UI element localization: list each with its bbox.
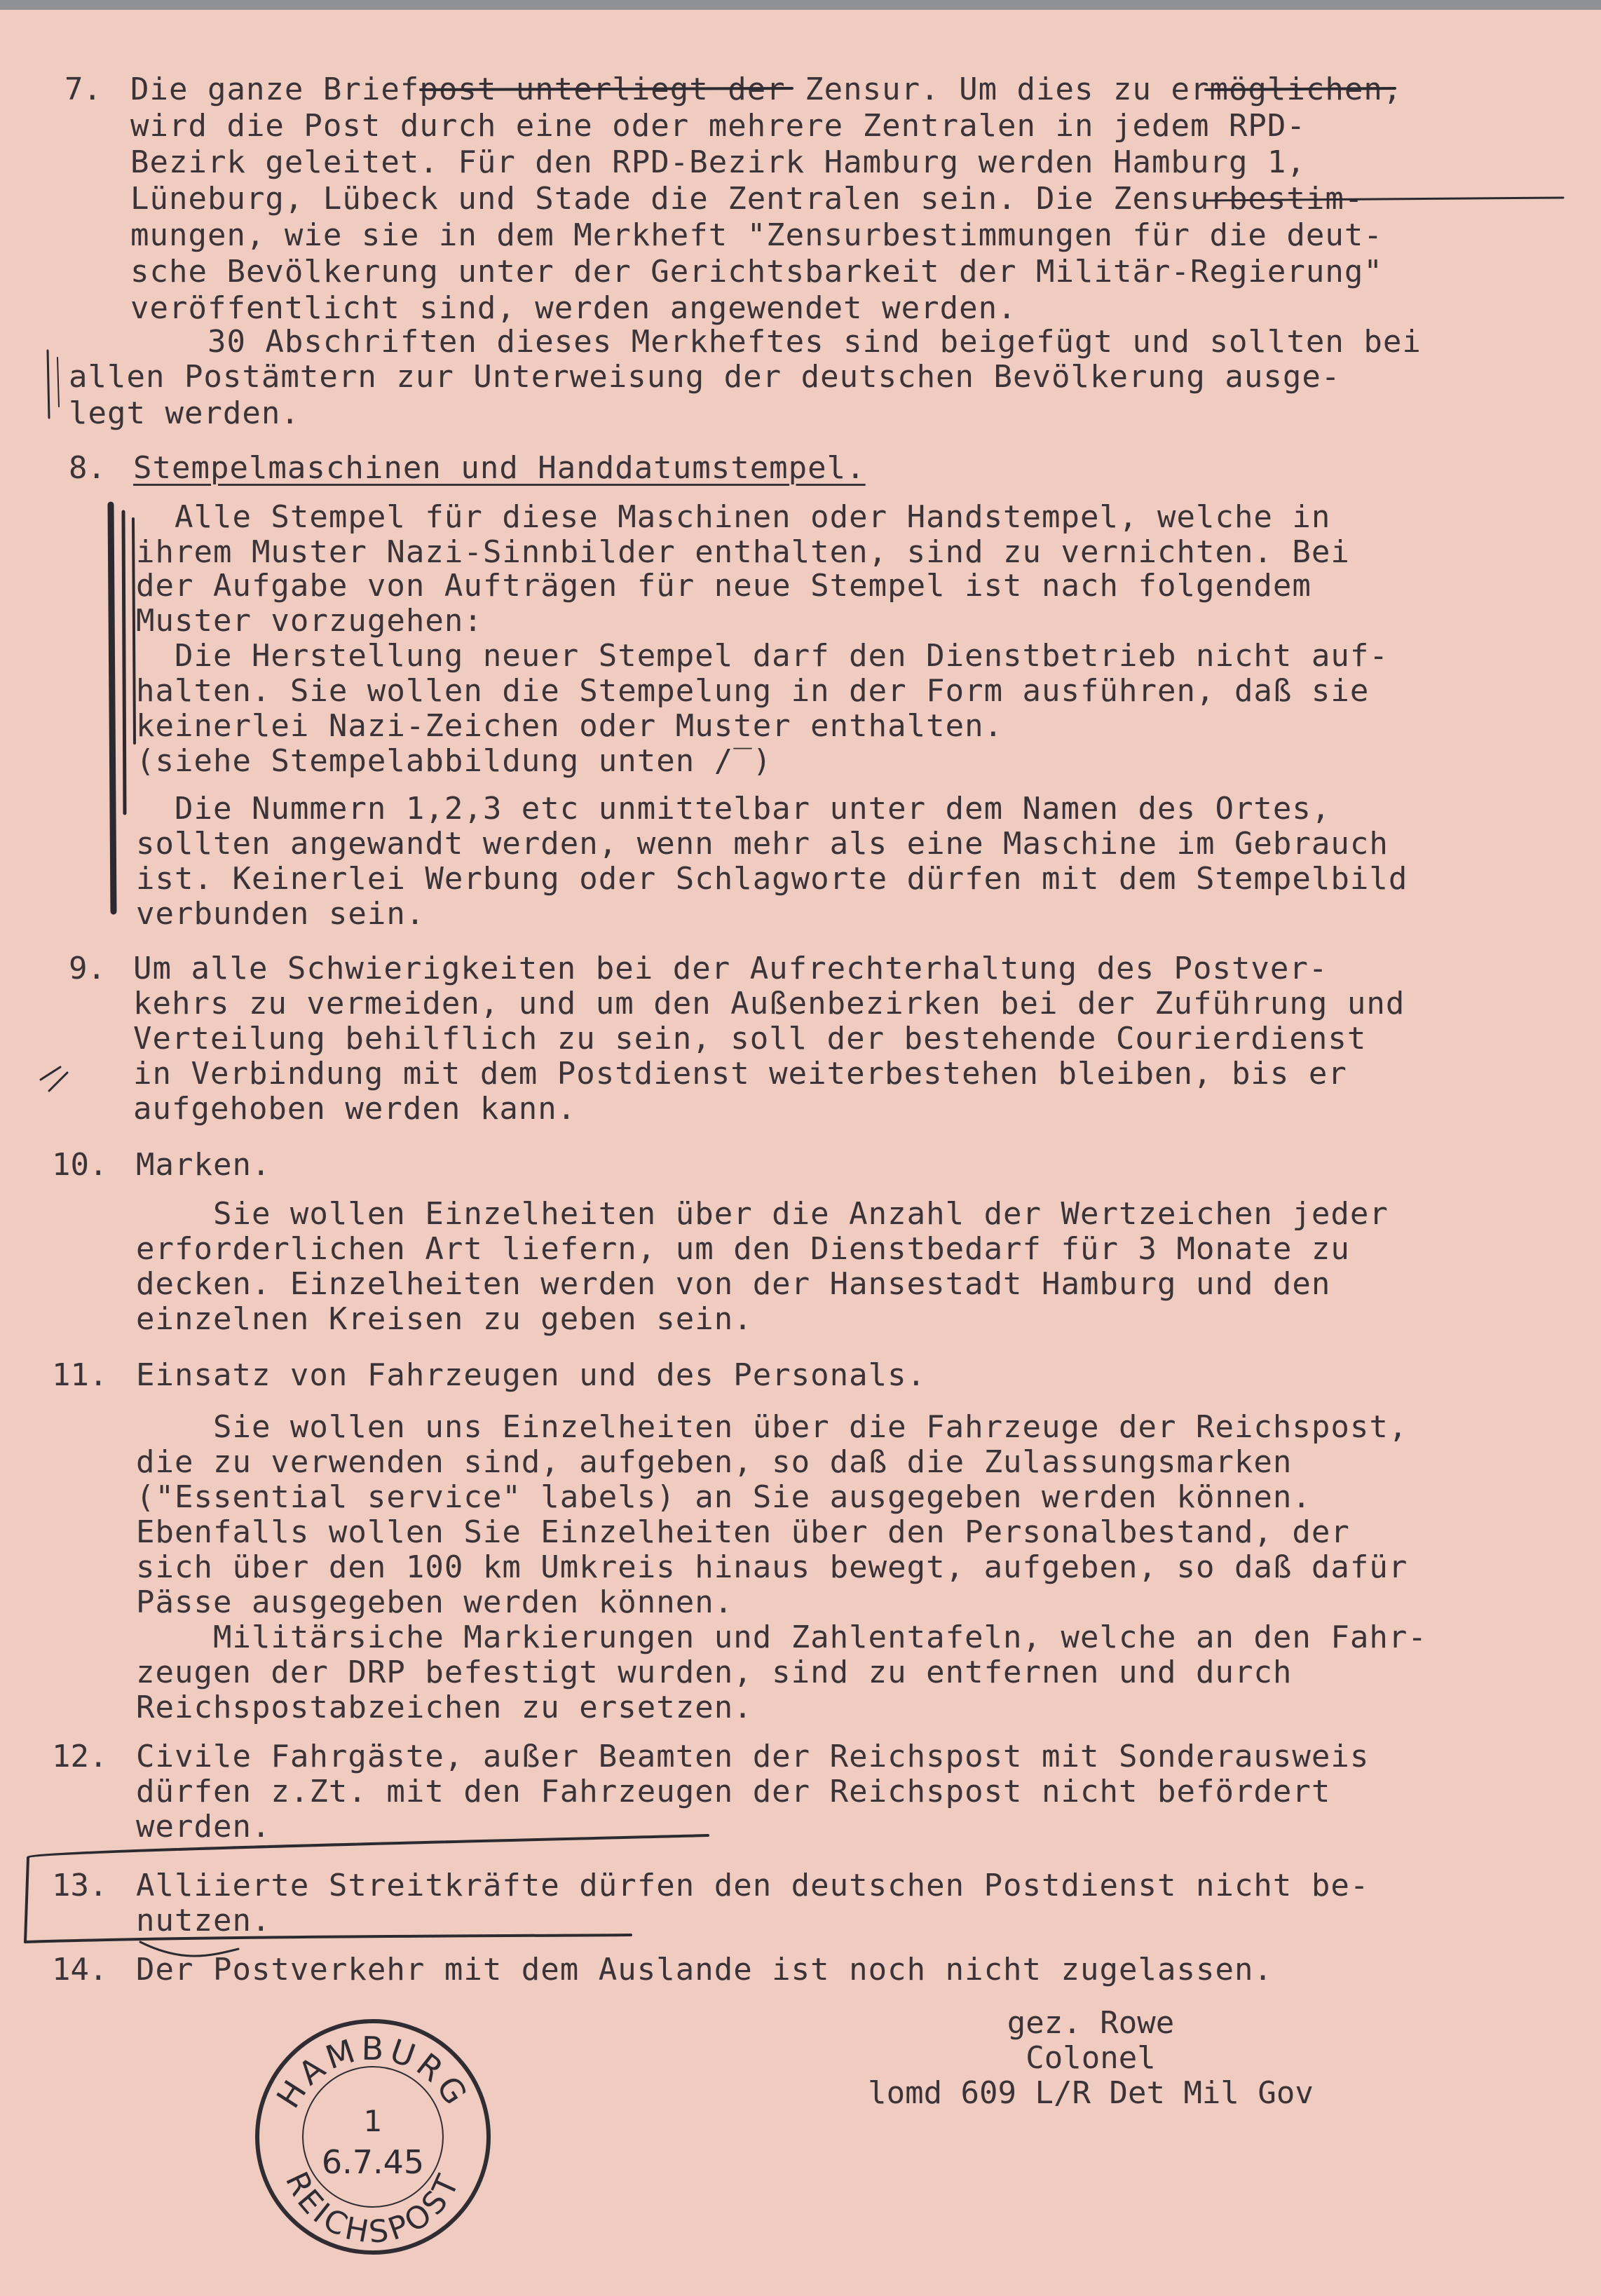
- section-7-line-8: 30 Abschriften dieses Merkheftes sind beigefügt und sollten bei: [130, 324, 1422, 360]
- section-11-line-9: Reichspostabzeichen zu ersetzen.: [136, 1690, 753, 1725]
- section-8-line-7: keinerlei Nazi-Zeichen oder Muster enthalten.: [136, 708, 1004, 744]
- section-10-heading: Marken.: [136, 1147, 271, 1183]
- section-8-line-3: der Aufgabe von Aufträgen für neue Stempel ist nach folgendem: [136, 568, 1312, 604]
- section-11-line-2: die zu verwenden sind, aufgeben, so daß die Zulassungsmarken: [136, 1444, 1293, 1480]
- section-7-line-4: Lüneburg, Lübeck und Stade die Zentralen sein. Die Zensurbestim-: [130, 181, 1364, 217]
- stamp-top-text: HAMBURG: [268, 2029, 477, 2115]
- section-13-line-1: Alliierte Streitkräfte dürfen den deutschen Postdienst nicht be-: [136, 1868, 1370, 1903]
- section-8-line-9: Die Nummern 1,2,3 etc unmittelbar unter dem Namen des Ortes,: [136, 791, 1331, 827]
- section-11-line-6: Pässe ausgegeben werden können.: [136, 1584, 734, 1620]
- section-8-line-11: ist. Keinerlei Werbung oder Schlagworte dürfen mit dem Stempelbild: [136, 861, 1408, 897]
- section-9-line-5: aufgehoben werden kann.: [133, 1091, 577, 1127]
- section-10-line-2: erforderlichen Art liefern, um den Dienstbedarf für 3 Monate zu: [136, 1231, 1350, 1267]
- section-11-line-1: Sie wollen uns Einzelheiten über die Fahrzeuge der Reichspost,: [136, 1409, 1408, 1445]
- section-11-line-8: zeugen der DRP befestigt wurden, sind zu entfernen und durch: [136, 1655, 1293, 1690]
- section-7-line-6: sche Bevölkerung unter der Gerichtsbarkeit der Militär-Regierung": [130, 254, 1383, 290]
- section-8-line-1: Alle Stempel für diese Maschinen oder Handstempel, welche in: [136, 499, 1331, 535]
- section-8-line-8: (siehe Stempelabbildung unten /‾): [136, 743, 772, 779]
- section-7-line-3: Bezirk geleitet. Für den RPD-Bezirk Hamburg werden Hamburg 1,: [130, 144, 1306, 180]
- scan-top-edge: [0, 0, 1601, 10]
- section-13-line-2: nutzen.: [136, 1903, 271, 1938]
- section-12-line-2: dürfen z.Zt. mit den Fahrzeugen der Reichspost nicht befördert: [136, 1774, 1331, 1809]
- section-9-line-3: Verteilung behilflich zu sein, soll der bestehende Courierdienst: [133, 1021, 1367, 1057]
- section-12-line-1: Civile Fahrgäste, außer Beamten der Reichspost mit Sonderausweis: [136, 1739, 1370, 1774]
- section-11-heading: Einsatz von Fahrzeugen und des Personals.: [136, 1357, 927, 1393]
- section-8-heading: Stempelmaschinen und Handdatumstempel.: [133, 450, 866, 486]
- signature-rank: Colonel: [1026, 2040, 1156, 2076]
- section-7-line-5: mungen, wie sie in dem Merkheft "Zensurbestimmungen für die deut-: [130, 217, 1383, 253]
- section-11-line-4: Ebenfalls wollen Sie Einzelheiten über den Personalbestand, der: [136, 1514, 1350, 1550]
- section-7-number: 7.: [64, 72, 102, 107]
- section-11-line-5: sich über den 100 km Umkreis hinaus bewegt, aufgeben, so daß dafür: [136, 1549, 1408, 1585]
- section-11-line-7: Militärsiche Markierungen und Zahlentafeln, welche an den Fahr-: [136, 1619, 1427, 1655]
- section-11-line-3: ("Essential service" labels) an Sie ausgegeben werden können.: [136, 1479, 1312, 1515]
- section-8-line-5: Die Herstellung neuer Stempel darf den Dienstbetrieb nicht auf-: [136, 638, 1389, 674]
- section-8-line-12: verbunden sein.: [136, 896, 425, 932]
- signature-unit: lomd 609 L/R Det Mil Gov: [868, 2075, 1314, 2111]
- section-10-number: 10.: [52, 1147, 108, 1183]
- section-7-line-7: veröffentlicht sind, werden angewendet werden.: [130, 290, 1017, 326]
- section-8-line-6: halten. Sie wollen die Stempelung in der Form ausführen, daß sie: [136, 673, 1370, 709]
- stamp-date: 6.7.45: [321, 2143, 425, 2181]
- section-10-line-3: decken. Einzelheiten werden von der Hansestadt Hamburg und den: [136, 1266, 1331, 1302]
- section-9-line-4: in Verbindung mit dem Postdienst weiterbestehen bleiben, bis er: [133, 1056, 1347, 1092]
- section-9-number: 9.: [69, 951, 106, 986]
- stamp-number: 1: [363, 2104, 383, 2138]
- section-11-number: 11.: [52, 1357, 108, 1393]
- stamp-bottom-text: REICHSPOST: [278, 2166, 468, 2251]
- section-7-line-9: allen Postämtern zur Unterweisung der deutschen Bevölkerung ausge-: [69, 359, 1341, 395]
- section-14-number: 14.: [52, 1952, 108, 1988]
- postmark-stamp: [247, 2011, 499, 2263]
- section-12-line-3: werden.: [136, 1809, 271, 1845]
- section-7-line-10: legt werden.: [69, 395, 300, 431]
- section-7-line-1: Die ganze Briefpost unterliegt der Zensur. Um dies zu ermöglichen,: [130, 72, 1403, 107]
- section-9-line-2: kehrs zu vermeiden, und um den Außenbezirken bei der Zuführung und: [133, 986, 1405, 1021]
- section-12-number: 12.: [52, 1739, 108, 1774]
- section-7-line-2: wird die Post durch eine oder mehrere Zentralen in jedem RPD-: [130, 108, 1306, 144]
- section-8-line-4: Muster vorzugehen:: [136, 603, 483, 639]
- section-10-line-4: einzelnen Kreisen zu geben sein.: [136, 1301, 753, 1337]
- section-14-line-1: Der Postverkehr mit dem Auslande ist noch nicht zugelassen.: [136, 1952, 1273, 1988]
- section-8-line-10: sollten angewandt werden, wenn mehr als eine Maschine im Gebrauch: [136, 826, 1389, 862]
- section-9-line-1: Um alle Schwierigkeiten bei der Aufrechterhaltung des Postver-: [133, 951, 1328, 986]
- section-8-number: 8.: [69, 450, 106, 486]
- section-13-number: 13.: [52, 1868, 108, 1903]
- section-10-line-1: Sie wollen Einzelheiten über die Anzahl der Wertzeichen jeder: [136, 1196, 1389, 1232]
- signature-name: gez. Rowe: [1007, 2005, 1175, 2041]
- section-8-line-2: ihrem Muster Nazi-Sinnbilder enthalten, sind zu vernichten. Bei: [136, 534, 1350, 570]
